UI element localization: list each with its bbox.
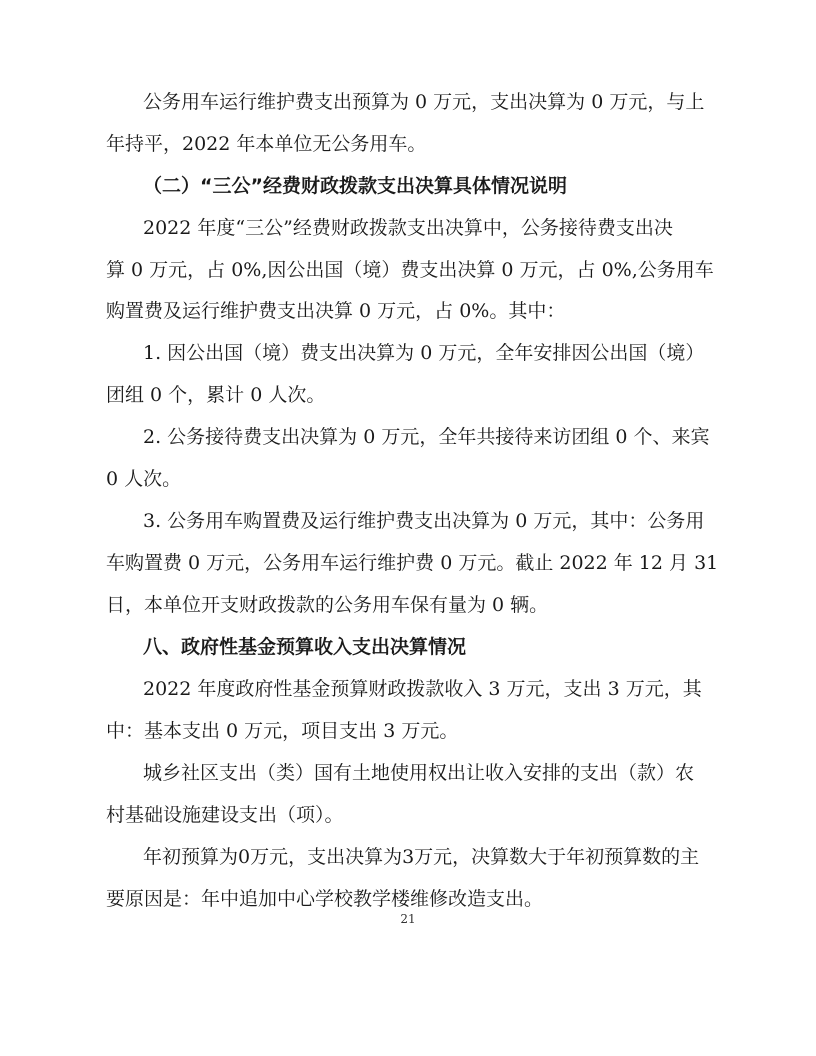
paragraph-line: 3. 公务用车购置费及运行维护费支出决算为 0 万元，其中：公务用: [143, 510, 705, 532]
paragraph-line: 公务用车运行维护费支出预算为 0 万元，支出决算为 0 万元，与上: [143, 91, 705, 113]
paragraph-line: 日，本单位开支财政拨款的公务用车保有量为 0 辆。: [106, 594, 549, 616]
paragraph-line: 2. 公务接待费支出决算为 0 万元，全年共接待来访团组 0 个、来宾: [143, 426, 710, 448]
paragraph-line: 0 人次。: [106, 468, 182, 490]
paragraph-line: 购置费及运行维护费支出决算 0 万元，占 0%。其中：: [106, 300, 566, 322]
paragraph-line: 车购置费 0 万元，公务用车运行维护费 0 万元。截止 2022 年 12 月 31: [106, 552, 719, 574]
page-number: 21: [400, 912, 416, 926]
paragraph-line: 团组 0 个，累计 0 人次。: [106, 384, 326, 406]
paragraph-line: 年初预算为0万元，支出决算为3万元，决算数大于年初预算数的主: [143, 846, 700, 868]
paragraph-line: 年持平，2022 年本单位无公务用车。: [106, 133, 427, 155]
paragraph-line: 城乡社区支出（类）国有土地使用权出让收入安排的支出（款）农: [143, 762, 695, 784]
paragraph-line: 村基础设施建设支出（项）。: [106, 804, 344, 826]
paragraph-line: 1. 因公出国（境）费支出决算为 0 万元，全年安排因公出国（境）: [143, 342, 705, 364]
paragraph-line: 要原因是：年中追加中心学校教学楼维修改造支出。: [106, 888, 544, 910]
section-heading: 八、政府性基金预算收入支出决算情况: [143, 636, 467, 658]
section-heading: （二）“三公”经费财政拨款支出决算具体情况说明: [143, 175, 567, 197]
paragraph-line: 2022 年度“三公”经费财政拨款支出决算中，公务接待费支出决: [143, 217, 673, 239]
paragraph-line: 中：基本支出 0 万元，项目支出 3 万元。: [106, 720, 459, 742]
paragraph-line: 算 0 万元，占 0%,因公出国（境）费支出决算 0 万元，占 0%,公务用车: [106, 259, 714, 281]
paragraph-line: 2022 年度政府性基金预算财政拨款收入 3 万元，支出 3 万元，其: [143, 678, 702, 700]
